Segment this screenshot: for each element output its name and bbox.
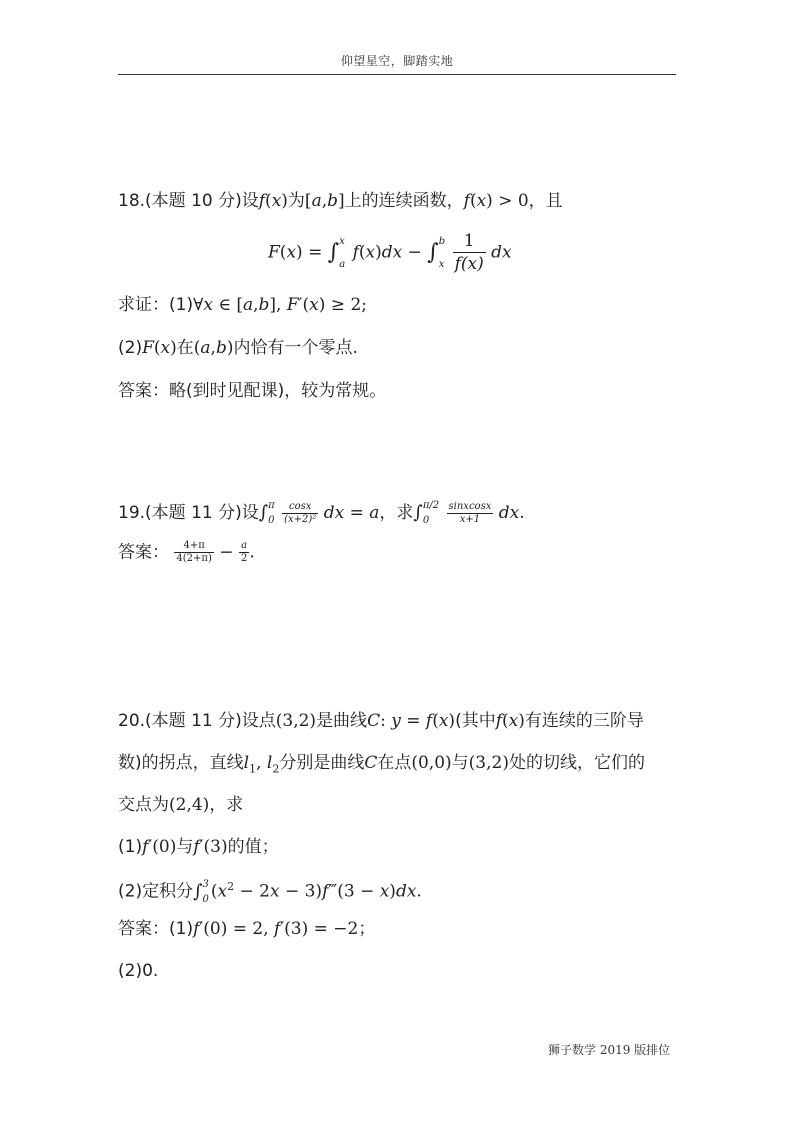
problem-20-part2: (2)定积分∫ 3 0 ($x^2 - 2x$ − 3)f‴(3 − x)dx.	[118, 878, 422, 905]
problem-18-part1: 求证：(1)∀x ∈ [a,b], F′(x) ≥ 2;	[118, 295, 367, 315]
problem-20-part1: (1)f′(0)与f′(3)的值；	[118, 837, 279, 857]
problem-18-stem: 18.(本题 10 分)设f(x)为[a,b]上的连续函数，f(x) > 0，且	[118, 191, 563, 211]
problem-18-prefix: 18.(本题 10 分)设	[118, 191, 259, 211]
problem-18-part2: (2)F(x)在(a,b)内恰有一个零点.	[118, 338, 358, 358]
problem-18-answer: 答案：略(到时见配课)，较为常规。	[118, 381, 387, 401]
problem-20-stem-line1: 20.(本题 11 分)设点(3,2)是曲线C: y = f(x)(其中f(x)有连续的三阶导	[118, 711, 644, 731]
problem-19-stem: 19.(本题 11 分)设∫ π 0 $\frac{\cos x}{\text{(x+2)²}}$ dx = a，求∫ π/2 0 $\frac{\text{sinxcosx}}{x+1}$ dx.	[118, 500, 525, 526]
problem-20-answer1: 答案：(1)f′(0) = 2, f′(3) = −2；	[118, 919, 376, 939]
page-footer: 狮子数学 2019 版排位	[548, 1043, 671, 1057]
problem-18-equation: F(x) = ∫ x a f(x)dx − ∫ b x $\frac{1}{f(x)}$ dx	[268, 231, 512, 274]
header-divider	[118, 74, 676, 75]
problem-19-prefix: 19.(本题 11 分)设	[118, 503, 259, 523]
problem-20-stem-line3: 交点为(2,4)，求	[118, 795, 244, 815]
page-header: 仰望星空，脚踏实地	[340, 54, 454, 68]
problem-19-answer: 答案： $\frac{4+\pi}{4(2+\pi)}$ − $\frac{a}{2}$ .	[118, 540, 255, 564]
problem-20-answer2: (2)0.	[118, 961, 159, 981]
problem-20-stem-line2: 数)的拐点，直线$l_1$, $l_2$分别是曲线C在点(0,0)与(3,2)处的切线，它们的	[118, 753, 645, 776]
